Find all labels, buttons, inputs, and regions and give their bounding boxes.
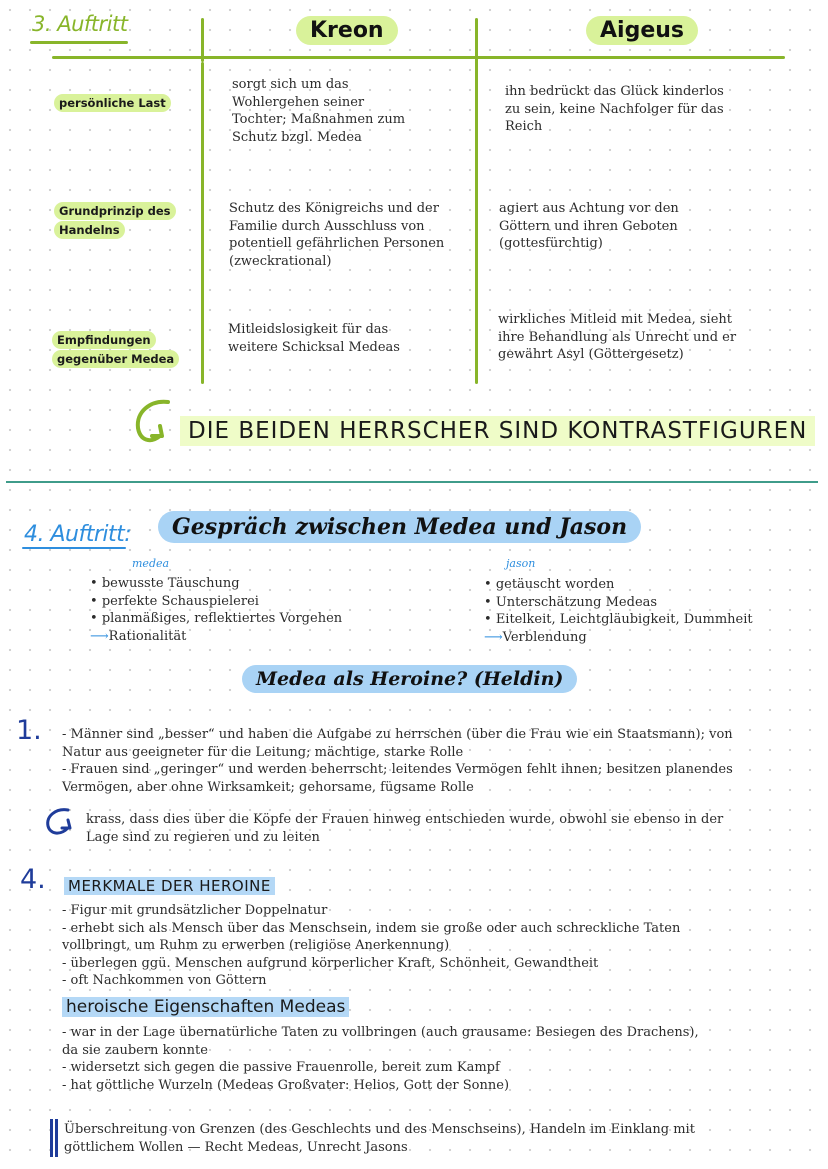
text-line: Natur aus geeigneter für die Leitung; mächtige, starke Rolle — [62, 744, 464, 760]
section3-title-underline — [30, 41, 128, 44]
column-header-aigeus: Aigeus — [586, 16, 698, 45]
cell-line: gewährt Asyl (Göttergesetz) — [498, 347, 684, 362]
heroine-heading-text: Medea als Heroine? (Heldin) — [242, 665, 577, 693]
list-item: • Eitelkeit, Leichtgläubigkeit, Dummheit — [484, 611, 753, 629]
list-item: • bewusste Täuschung — [90, 575, 342, 593]
cell-line: Wohlergehen seiner — [232, 94, 365, 110]
text-line: - hat göttliche Wurzeln (Medeas Großvater: Helios, Gott der Sonne) — [62, 1077, 510, 1093]
conclusion-text: DIE BEIDEN HERRSCHER SIND KONTRASTFIGUREN — [180, 416, 815, 446]
aigeus-cell-row2 — [499, 200, 679, 253]
text-line: - erhebt sich als Mensch über das Menschsein, indem sie große oder auch schreckliche Taten — [62, 920, 681, 936]
jason-label: jason — [506, 557, 536, 570]
cell-line: ihn bedrückt das Glück kinderlos — [505, 84, 724, 99]
point-number-1: 1. — [16, 715, 42, 746]
merkmale-heading — [64, 876, 275, 895]
cell-line: potentiell gefährlichen Personen — [229, 236, 445, 251]
text-line: - war in der Lage übernatürliche Taten zu vollbringen (auch grausame: Besiegen des Drachens), — [62, 1025, 699, 1040]
row-label-line: gegenüber Medea — [52, 350, 179, 368]
table-vline-2 — [475, 18, 478, 384]
cell-line: sorgt sich um das — [232, 77, 349, 92]
conversation-heading — [158, 514, 641, 540]
heroic-heading-text: heroische Eigenschaften Medeas — [62, 997, 349, 1017]
medea-label: medea — [132, 557, 170, 570]
curved-arrow-icon — [128, 396, 176, 450]
aigeus-cell-row3 — [498, 311, 736, 364]
text-line: Lage sind zu regieren und zu leiten — [86, 829, 320, 845]
text-line: Vermögen, aber ohne Wirksamkeit; gehorsame, fügsame Rolle — [62, 779, 474, 795]
cell-line: Schutz des Königreichs und der — [229, 201, 439, 216]
cell-line: zu sein, keine Nachfolger für das — [505, 101, 724, 117]
medea-list — [90, 575, 342, 645]
text-line: - Figur mit grundsätzlicher Doppelnatur — [62, 903, 328, 918]
comment-text — [86, 811, 723, 846]
section-divider — [6, 481, 818, 483]
cell-line: agiert aus Achtung vor den — [499, 201, 679, 216]
heroic-heading — [62, 997, 349, 1017]
final-statement — [64, 1121, 695, 1156]
cell-line: Tochter; Maßnahmen zum — [232, 112, 406, 127]
text-line: - oft Nachkommen von Göttern — [62, 973, 267, 988]
text-line: - Frauen sind „geringer“ und werden beherrscht; leitendes Vermögen fehlt ihnen; besitzen planendes — [62, 762, 733, 777]
row-label-grundprinzip — [54, 200, 176, 238]
jason-list — [484, 576, 753, 646]
text-line: - widersetzt sich gegen die passive Frauenrolle, bereit zum Kampf — [62, 1060, 500, 1075]
kreon-cell-row3 — [228, 321, 400, 356]
cell-line: ihre Behandlung als Unrecht und er — [498, 329, 737, 345]
row-label-line: Grundprinzip des — [54, 202, 176, 220]
cell-line: Reich — [505, 119, 543, 134]
table-header-line — [52, 56, 785, 59]
kreon-cell-row1 — [232, 76, 405, 146]
heroine-heading — [242, 668, 577, 690]
list-item: • planmäßiges, reflektiertes Vorgehen — [90, 610, 342, 628]
curved-arrow-icon — [42, 806, 82, 840]
cell-line: Schutz bzgl. Medea — [232, 129, 362, 145]
quote-bar — [55, 1119, 58, 1157]
column-header-kreon: Kreon — [296, 16, 398, 45]
arrow-right-icon: ⟶ — [484, 629, 503, 645]
text-line: krass, dass dies über die Köpfe der Frauen hinweg entschieden wurde, obwohl sie ebenso in der — [86, 812, 724, 827]
merkmale-text — [62, 902, 680, 990]
text-line: göttlichem Wollen — Recht Medeas, Unrecht Jasons — [64, 1139, 408, 1155]
merkmale-heading-text: MERKMALE DER HEROINE — [64, 877, 275, 895]
section4-title-underline — [22, 547, 126, 549]
heroic-text — [62, 1024, 699, 1094]
cell-line: Göttern und ihren Geboten — [499, 218, 678, 234]
section3-title: 3. Auftritt — [32, 12, 128, 36]
text-line: - Männer sind „besser“ und haben die Aufgabe zu herrschen (über die Frau wie ein Staatsmann); von — [62, 727, 733, 742]
row-label-line: Empfindungen — [52, 331, 156, 349]
cell-line: weitere Schicksal Medeas — [228, 339, 400, 355]
text-line: vollbringt, um Ruhm zu erwerben (religiöse Anerkennung) — [62, 938, 450, 953]
aigeus-cell-row1 — [505, 83, 724, 136]
table-vline-1 — [201, 62, 204, 384]
cell-line: (gottesfürchtig) — [499, 236, 603, 251]
text-line: Überschreitung von Grenzen (des Geschlechts und des Menschseins), Handeln im Einklang mit — [64, 1122, 695, 1137]
arrow-right-icon: ⟶ — [90, 628, 109, 644]
row-label-line: Handelns — [54, 221, 125, 239]
cell-line: Familie durch Ausschluss von — [229, 218, 425, 234]
cell-line: wirkliches Mitleid mit Medea, sieht — [498, 312, 732, 327]
list-item: • getäuscht worden — [484, 576, 753, 594]
row-label-persoenliche-last — [54, 92, 171, 111]
list-item: • perfekte Schauspielerei — [90, 593, 342, 611]
cell-line: Mitleidslosigkeit für das — [228, 322, 389, 337]
text-line: - überlegen ggü. Menschen aufgrund körperlicher Kraft, Schönheit, Gewandtheit — [62, 955, 599, 971]
quote-bar — [50, 1119, 53, 1157]
conversation-heading-text: Gespräch zwischen Medea und Jason — [158, 511, 641, 543]
conclusion-box — [180, 418, 815, 444]
jason-result: Verblendung — [502, 629, 587, 645]
medea-result: Rationalität — [108, 628, 187, 644]
kreon-cell-row2 — [229, 200, 444, 270]
cell-line: (zweckrational) — [229, 253, 332, 269]
row-label-line: persönliche Last — [54, 94, 171, 112]
point-number-4: 4. — [20, 864, 46, 895]
point1-text — [62, 726, 733, 796]
list-item: • Unterschätzung Medeas — [484, 594, 753, 612]
text-line: da sie zaubern konnte — [62, 1042, 208, 1058]
row-label-empfindungen — [52, 329, 179, 367]
section4-title: 4. Auftritt: — [24, 522, 132, 547]
